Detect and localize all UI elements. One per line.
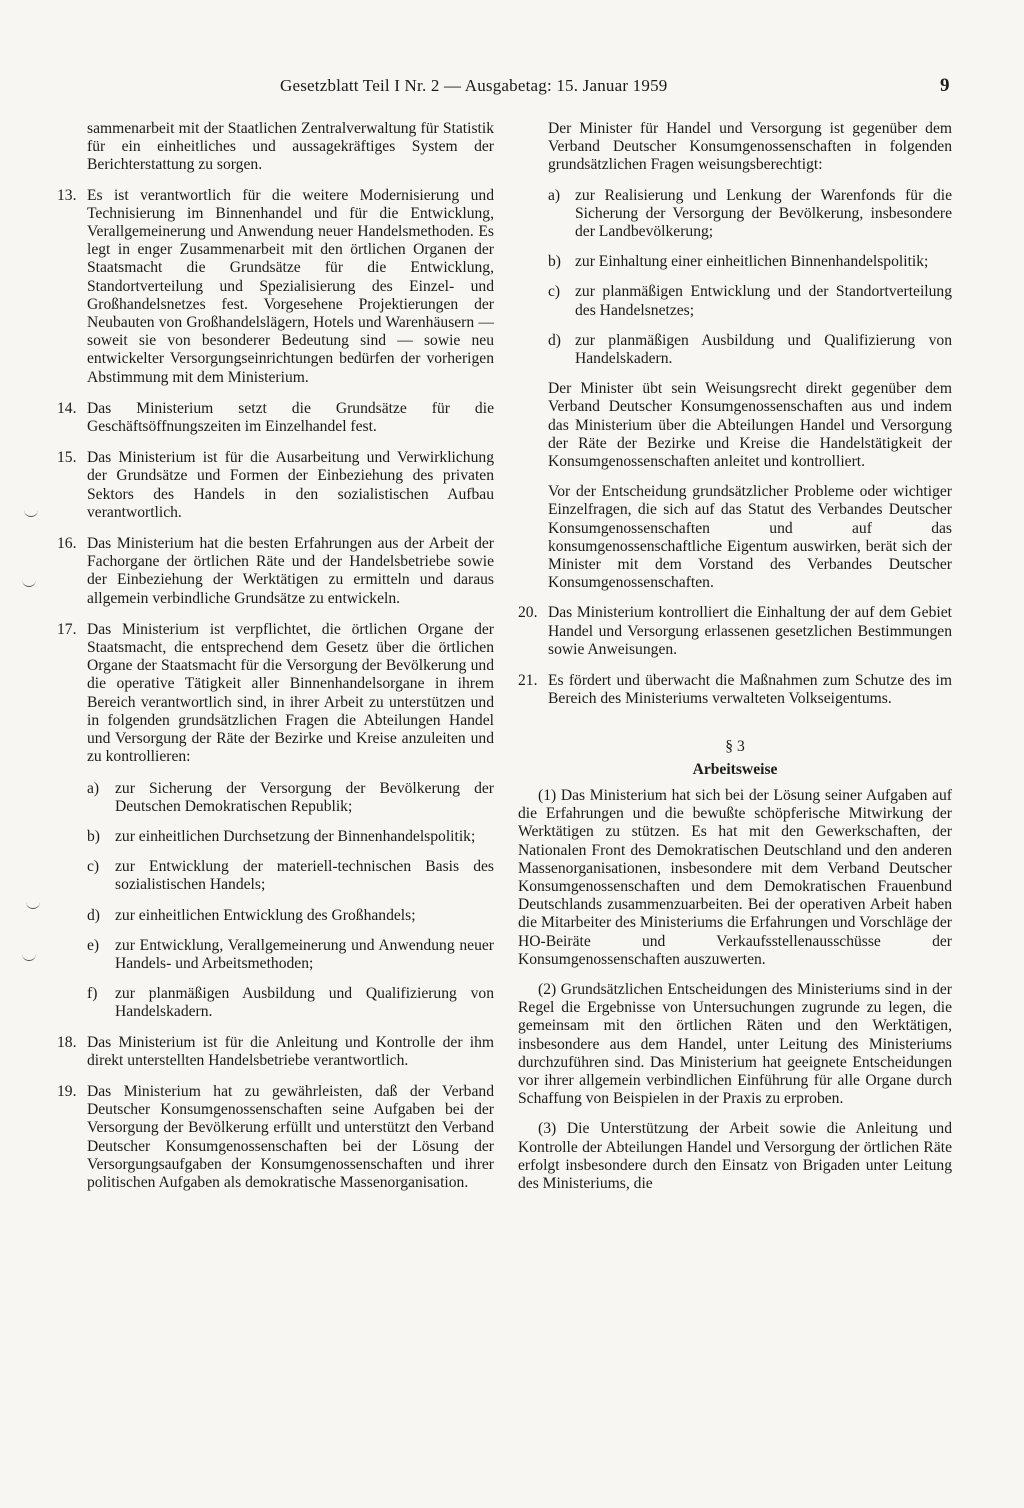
sublist-text: zur Realisierung und Lenkung der Warenfonds für die Sicherung der Versorgung der Bevölkerung, insbesondere der Landbevölkerung; xyxy=(575,186,952,241)
item-number: 18. xyxy=(57,1033,77,1051)
item-17-sublist xyxy=(57,780,494,1022)
sublist-item xyxy=(87,828,494,846)
section-number: § 3 xyxy=(725,738,745,756)
item-number: 19. xyxy=(57,1082,77,1100)
sublist-letter: c) xyxy=(87,858,100,876)
sublist-item xyxy=(548,332,952,368)
sublist-letter: e) xyxy=(87,936,100,954)
weisungsrecht-direkt-paragraph: Der Minister übt sein Weisungsrecht direkt gegenüber dem Verband Deutscher Konsumgenossenschaften aus und indem das Ministerium über die Abteilungen Handel und Versorgung der Räte der Bezirke und Kreise die Handelstätigkeit der Konsumgenossenschaften anleitet und kontrolliert. xyxy=(548,380,952,471)
item-text: Das Ministerium hat die besten Erfahrungen aus der Arbeit der Fachorgane der örtlichen Räte und der Handelsbetriebe sowie der Einbeziehung der Werktätigen zu ermitteln und daraus allgemein verbindliche Grundsätze zu entwickeln. xyxy=(87,535,494,607)
sublist-text: zur planmäßigen Ausbildung und Qualifizierung von Handelskadern. xyxy=(115,985,494,1021)
sublist-letter: b) xyxy=(87,827,100,845)
sublist-letter: d) xyxy=(87,906,100,924)
sublist-letter: d) xyxy=(548,331,561,349)
sublist-letter: a) xyxy=(87,779,100,797)
sublist-letter: a) xyxy=(548,186,561,204)
sublist-item xyxy=(87,907,494,925)
sublist-text: zur einheitlichen Durchsetzung der Binnenhandelspolitik; xyxy=(115,827,476,845)
sublist-text: zur Entwicklung der materiell-technischen Basis des sozialistischen Handels; xyxy=(115,858,494,894)
section-paragraph-1: (1) Das Ministerium hat sich bei der Lösung seiner Aufgaben auf die Erfahrungen und die bewußte schöpferische Mitwirkung der Werktätigen zu stützen. Es hat mit den Gewerkschaften, der Nationalen Front des Demokratischen Deutschland und den anderen Massenorganisationen, insbesondere mit dem Verband Deutscher Konsumgenossenschaften und dem Demokratischen Frauenbund Deutschlands zusammenzuarbeiten. Bei der operativen Arbeit haben die Mitarbeiter des Ministeriums die Erfahrungen und Vorschläge der HO-Beiräte und Verkaufsstellenausschüsse der Konsumgenossenschaften auszuwerten. xyxy=(518,786,952,968)
list-item-20 xyxy=(518,604,952,659)
item-text: Das Ministerium ist für die Anleitung und Kontrolle der ihm direkt unterstellten Handelsbetriebe verantwortlich. xyxy=(87,1033,494,1069)
list-item-18 xyxy=(57,1034,494,1070)
section-title: Arbeitsweise xyxy=(692,760,778,778)
item-number: 13. xyxy=(57,186,77,204)
sublist-letter: c) xyxy=(548,283,561,301)
item-text: Das Ministerium setzt die Grundsätze für die Geschäftsöffnungszeiten im Einzelhandel fest. xyxy=(87,399,494,436)
list-item-17 xyxy=(57,621,494,767)
sublist-item xyxy=(87,858,494,894)
sublist-item xyxy=(548,187,952,242)
header-title: Gesetzblatt Teil I Nr. 2 — Ausgabetag: 15. Januar 1959 xyxy=(280,76,668,95)
section-paragraph-3: (3) Die Unterstützung der Arbeit sowie die Anleitung und Kontrolle der Abteilungen Handel und Versorgung der örtlichen Räte erfolgt insbesondere durch den Einsatz von Brigaden unter Leitung des Ministeriums, die xyxy=(518,1120,952,1192)
sublist-text: zur planmäßigen Entwicklung und der Standortverteilung des Handelsnetzes; xyxy=(575,283,952,319)
item-number: 14. xyxy=(57,399,77,417)
list-item-13 xyxy=(57,187,494,387)
sublist-letter: b) xyxy=(548,253,561,271)
list-item-15 xyxy=(57,449,494,522)
page-number: 9 xyxy=(940,75,950,96)
list-item-14 xyxy=(57,400,494,436)
list-item-16 xyxy=(57,535,494,608)
item-number: 20. xyxy=(518,604,538,622)
left-column xyxy=(57,120,494,1205)
item-number: 17. xyxy=(57,620,77,638)
entscheidung-paragraph: Vor der Entscheidung grundsätzlicher Probleme oder wichtiger Einzelfragen, die sich auf das Statut des Verbandes Deutscher Konsumgenossenschaften und auf das konsumgenossenschaftliche Eigentum auswirken, berät sich der Minister mit dem Vorstand des Verbandes Deutscher Konsumgenossenschaften. xyxy=(548,483,952,592)
page-header xyxy=(0,76,1024,102)
item-number: 15. xyxy=(57,449,77,467)
sublist-item xyxy=(87,937,494,973)
margin-mark xyxy=(24,508,38,517)
item-text: Das Ministerium kontrolliert die Einhaltung der auf dem Gebiet Handel und Versorgung erlassenen gesetzlichen Bestimmungen sowie Anweisungen. xyxy=(548,604,952,658)
right-column xyxy=(518,120,952,1205)
item-number: 16. xyxy=(57,535,77,553)
sublist-text: zur Sicherung der Versorgung der Bevölkerung der Deutschen Demokratischen Republik; xyxy=(115,779,494,815)
sublist-item xyxy=(548,283,952,319)
item-text: Das Ministerium hat zu gewährleisten, daß der Verband Deutscher Konsumgenossenschaften seine Aufgaben bei der Versorgung der Bevölkerung erfüllt und unterstützt den Verband Deutscher Konsumgenossenschaften bei der Lösung der Versorgungsaufgaben der Konsumgenossenschaften und ihrer politischen Aufgaben als demokratische Massenorganisation. xyxy=(87,1082,494,1191)
margin-mark xyxy=(22,952,36,961)
sublist-letter: f) xyxy=(87,985,98,1003)
margin-mark xyxy=(22,578,36,587)
list-item-19 xyxy=(57,1083,494,1192)
item-text: Es ist verantwortlich für die weitere Modernisierung und Technisierung im Binnenhandel und für die Entwicklung, Verallgemeinerung und Anwendung neuer Handelsmethoden. Es legt in enger Zusammenarbeit mit den örtlichen Organen der Staatsmacht die Grundsätze für die Entwicklung, Standortverteilung und Spezialisierung des Einzel- und Großhandelsnetzes fest. Vorgesehene Projektierungen der Neubauten von Großhandelslägern, Hotels und Warenhäusern — soweit sie von besonderer Bedeutung sind — sowie neu entwickelter Versorgungseinrichtungen bedürfen der vorherigen Abstimmung mit dem Ministerium. xyxy=(87,186,494,386)
item-text: Das Ministerium ist für die Ausarbeitung und Verwirklichung der Grundsätze und Formen der Einbeziehung des privaten Sektors des Handels in den sozialistischen Aufbau verantwortlich. xyxy=(87,449,494,521)
sublist-text: zur planmäßigen Ausbildung und Qualifizierung von Handelskadern. xyxy=(575,331,952,368)
sublist-text: zur einheitlichen Entwicklung des Großhandels; xyxy=(115,906,416,924)
sublist-item xyxy=(87,985,494,1021)
item-number: 21. xyxy=(518,672,538,690)
sublist-item xyxy=(548,253,952,271)
intro-paragraph: sammenarbeit mit der Staatlichen Zentralverwaltung für Statistik für ein einheitliches und aussagekräftiges System der Berichterstattung zu sorgen. xyxy=(87,120,494,174)
weisungsrecht-sublist xyxy=(518,187,952,369)
sublist-item xyxy=(87,780,494,816)
item-text: Es fördert und überwacht die Maßnahmen zum Schutze des im Bereich des Ministeriums verwalteten Volkseigentums. xyxy=(548,672,952,708)
sublist-text: zur Entwicklung, Verallgemeinerung und Anwendung neuer Handels- und Arbeitsmethoden; xyxy=(115,936,494,972)
list-item-21 xyxy=(518,672,952,708)
margin-mark xyxy=(26,900,40,909)
item-text: Das Ministerium ist verpflichtet, die örtlichen Organe der Staatsmacht, die entsprechend dem Gesetz über die örtlichen Organe der Staatsmacht für die Versorgung der Bevölkerung und die operative Tätigkeit aller Binnenhandelsorgane in ihrem Bereich verantwortlich sind, in ihrer Arbeit zu unterstützen und in folgenden grundsätzlichen Fragen die Abteilungen Handel und Versorgung der Räte der Bezirke und Kreise anzuleiten und zu kontrollieren: xyxy=(87,620,494,766)
sublist-text: zur Einhaltung einer einheitlichen Binnenhandelspolitik; xyxy=(575,253,929,271)
section-paragraph-2: (2) Grundsätzlichen Entscheidungen des Ministeriums sind in der Regel die Ergebnisse von Untersuchungen zugrunde zu legen, die gemeinsam mit den örtlichen Räten und den Werktätigen, insbesondere aus dem Handel, unter Leitung des Ministeriums durchzuführen sind. Das Ministerium hat geeignete Entscheidungen vor ihrer allgemein verbindlichen Einführung für alle Organe durch Schaffung von Beispielen in der Praxis zu erproben. xyxy=(518,980,952,1108)
weisungsrecht-paragraph: Der Minister für Handel und Versorgung ist gegenüber dem Verband Deutscher Konsumgenossenschaften in folgenden grundsätzlichen Fragen weisungsberechtigt: xyxy=(548,120,952,174)
